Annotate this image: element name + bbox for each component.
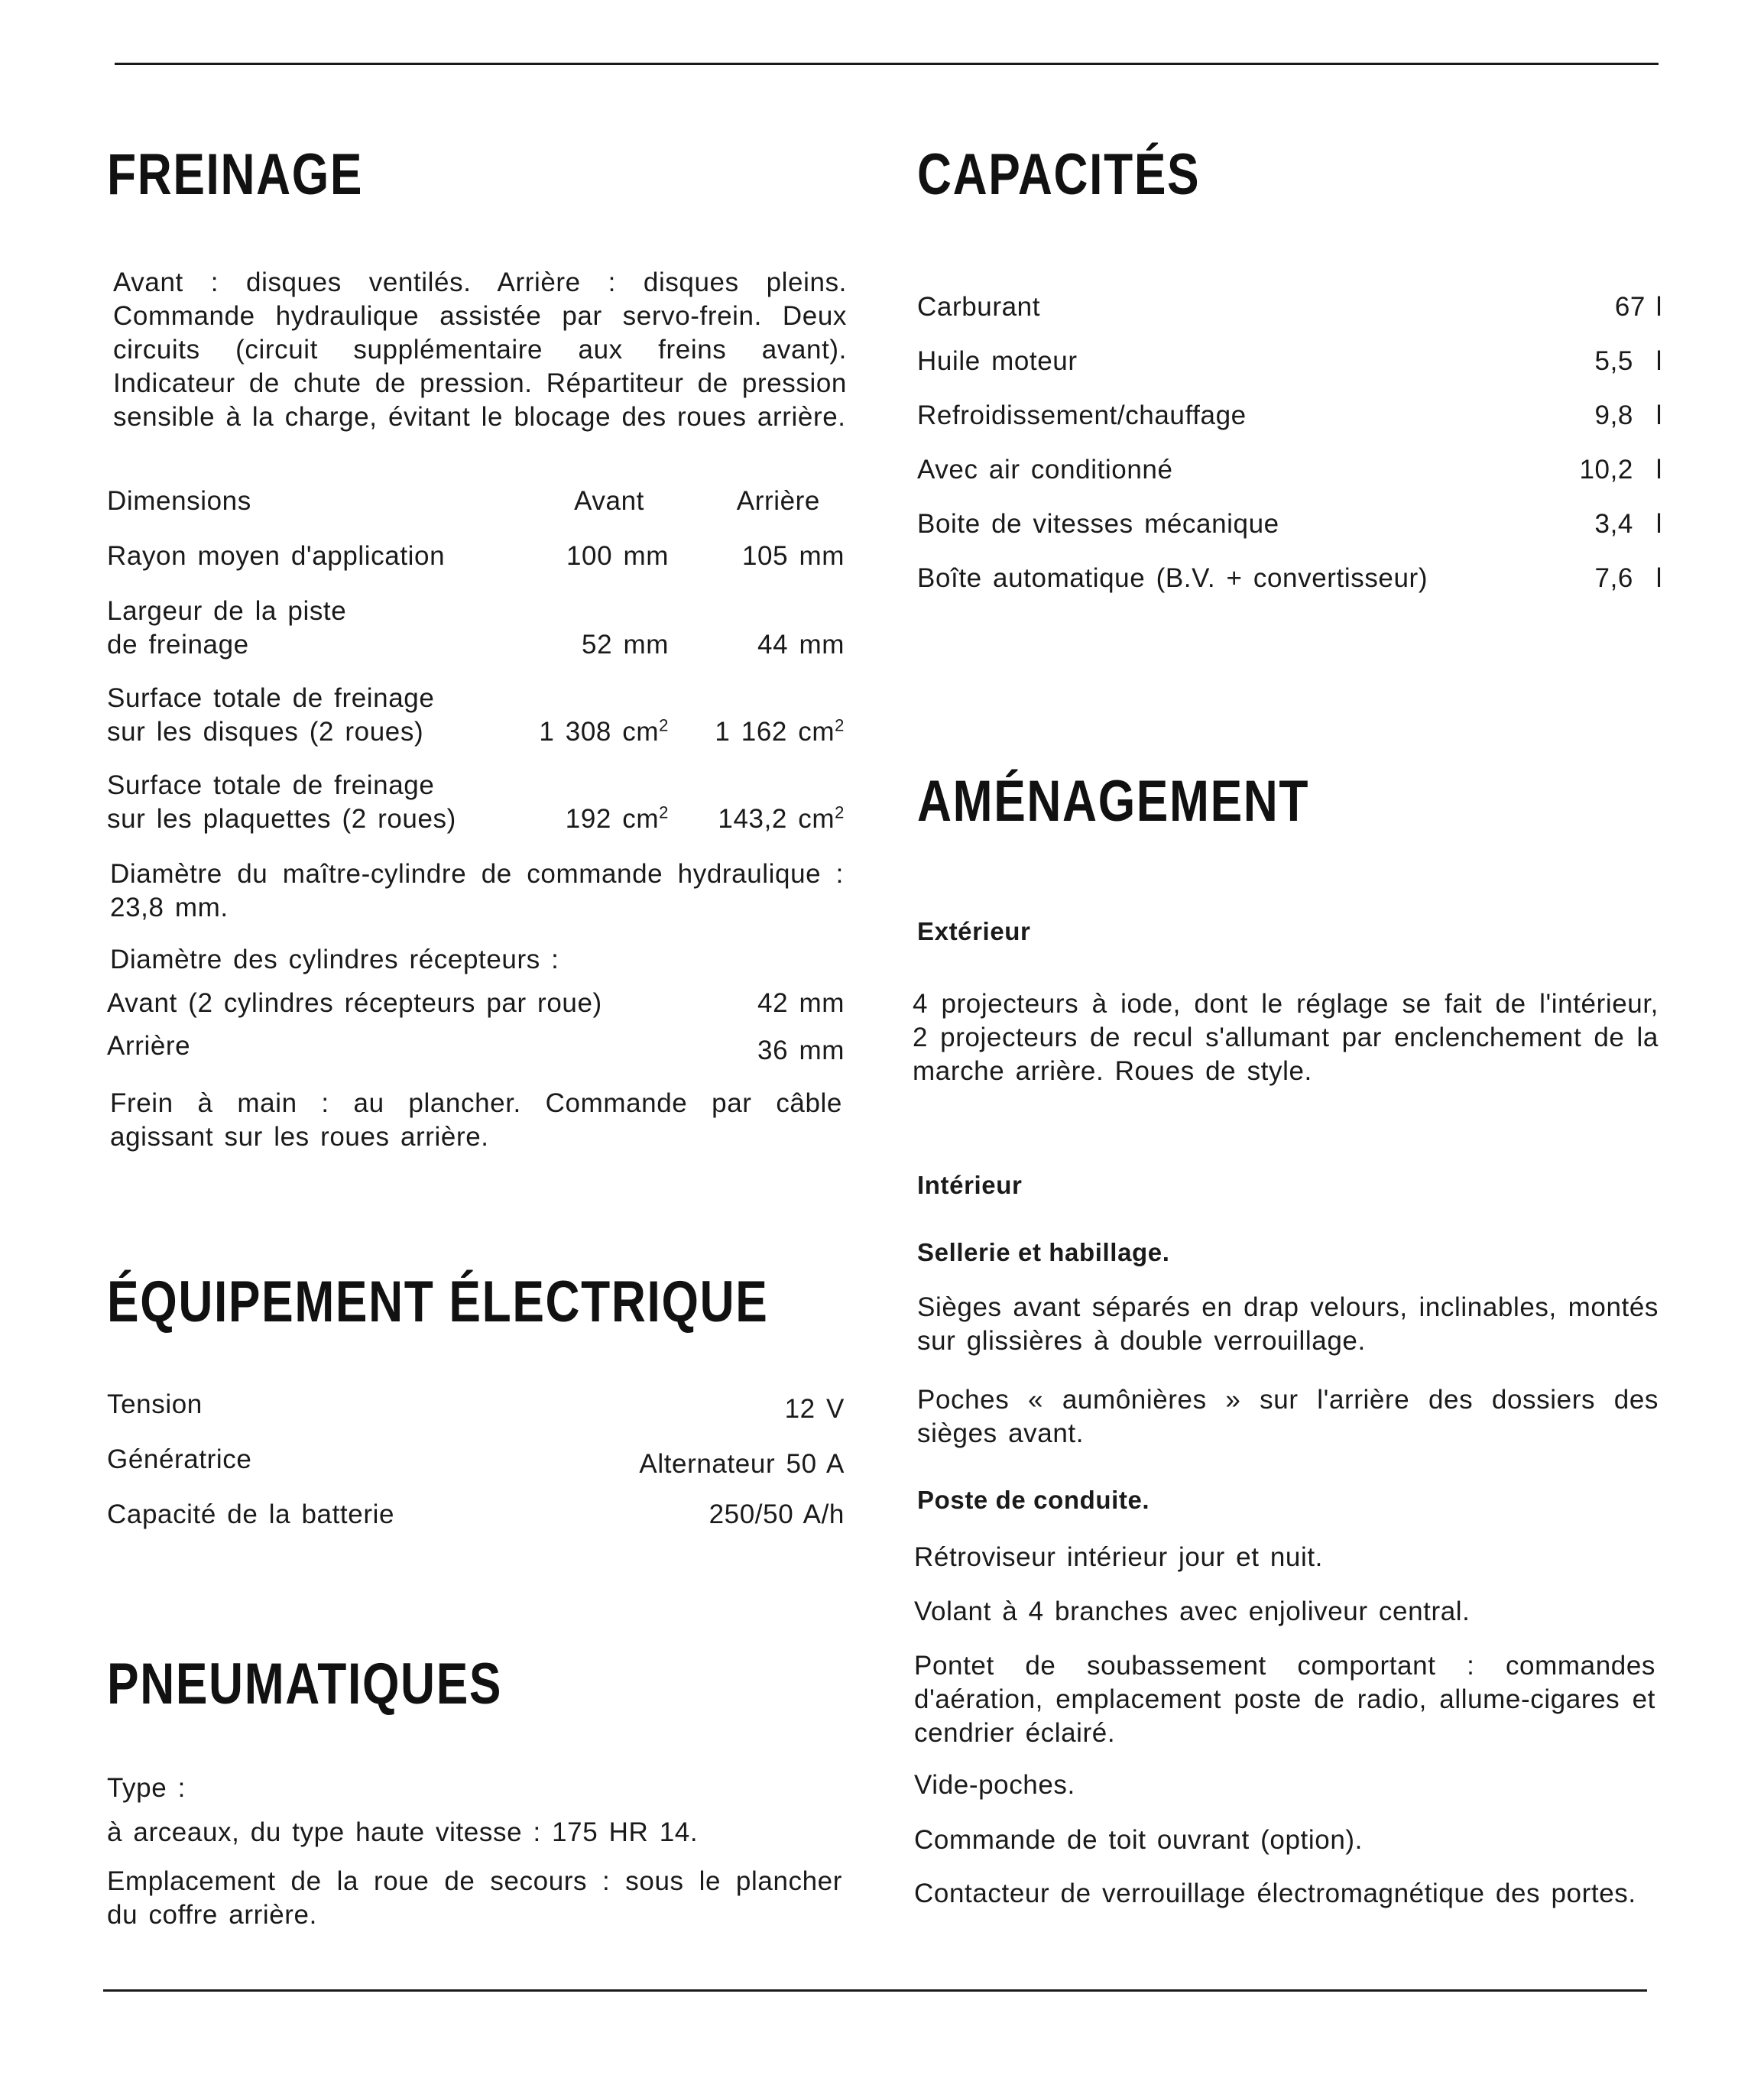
- capacite-unit: l: [1655, 346, 1662, 376]
- capacite-label: Refroidissement/chauffage: [917, 400, 1247, 430]
- dimension-label: [107, 682, 434, 749]
- capacite-value: 10,2: [1579, 455, 1633, 485]
- avant-value: [566, 802, 669, 836]
- arriere-value: 44 mm: [757, 630, 845, 660]
- avant-number: 192 cm: [565, 804, 660, 834]
- cylindres-title: Diamètre des cylindres récepteurs :: [110, 945, 559, 974]
- freinage-title: FREINAGE: [107, 142, 364, 207]
- arriere-number: 1 162 cm: [715, 717, 835, 747]
- capacite-value: 9,8: [1594, 400, 1633, 430]
- bottom-rule: [103, 1989, 1647, 1992]
- pneumatiques-title: PNEUMATIQUES: [107, 1652, 503, 1717]
- poste-item: Contacteur de verrouillage électromagnétique des portes.: [914, 1879, 1636, 1908]
- maitre-cylindre-text: Diamètre du maître-cylindre de commande hydraulique : 23,8 mm.: [110, 859, 844, 922]
- frein-main-text: Frein à main : au plancher. Commande par câble agissant sur les roues arrière.: [110, 1088, 842, 1152]
- equipement-value: 12 V: [784, 1394, 845, 1424]
- poste-item: Volant à 4 branches avec enjoliveur central.: [914, 1597, 1471, 1626]
- capacite-unit: l: [1655, 509, 1662, 539]
- dimension-label-line1: Surface totale de freinage: [107, 683, 435, 713]
- cylindre-value: 42 mm: [757, 988, 845, 1018]
- col-avant-header: Avant: [574, 486, 644, 516]
- dimension-label: [107, 769, 456, 836]
- arriere-number: 143,2 cm: [718, 804, 835, 834]
- top-rule: [115, 63, 1659, 65]
- col-arriere-header: Arrière: [736, 486, 820, 516]
- roue-secours-text: Emplacement de la roue de secours : sous le plancher du coffre arrière.: [107, 1866, 842, 1930]
- capacite-unit: l: [1655, 292, 1662, 322]
- avant-value: 100 mm: [566, 541, 669, 571]
- superscript: 2: [659, 802, 669, 822]
- dimension-label-line2: sur les disques (2 roues): [107, 717, 424, 747]
- capacite-value: 3,4: [1594, 509, 1633, 539]
- capacite-label: Huile moteur: [917, 346, 1078, 376]
- dimension-label-line2: de freinage: [107, 630, 249, 660]
- capacite-unit: l: [1655, 400, 1662, 430]
- interieur-title: Intérieur: [917, 1171, 1023, 1199]
- equipement-title: ÉQUIPEMENT ÉLECTRIQUE: [107, 1269, 769, 1334]
- capacite-label: Boîte automatique (B.V. + convertisseur): [917, 563, 1428, 593]
- dimension-label-line1: Surface totale de freinage: [107, 770, 435, 800]
- arriere-value: [718, 802, 845, 836]
- equipement-value: 250/50 A/h: [709, 1499, 845, 1529]
- capacite-value: 5,5: [1594, 346, 1633, 376]
- cylindre-label: Avant (2 cylindres récepteurs par roue): [107, 988, 602, 1018]
- equipement-label: Génératrice: [107, 1444, 252, 1474]
- sellerie-text-1: Sièges avant séparés en drap velours, inclinables, montés sur glissières à double verrouillage.: [917, 1292, 1659, 1356]
- cylindre-value: 36 mm: [757, 1036, 845, 1065]
- superscript: 2: [835, 802, 845, 822]
- pneumatiques-type-value: à arceaux, du type haute vitesse : 175 HR 14.: [107, 1817, 699, 1847]
- dimension-label-line1: Largeur de la piste: [107, 596, 347, 626]
- dimension-label: Rayon moyen d'application: [107, 541, 446, 571]
- capacite-label: Avec air conditionné: [917, 455, 1173, 485]
- poste-item: Pontet de soubassement comportant : commandes d'aération, emplacement poste de radio, allume-cigares et cendrier éclairé.: [914, 1651, 1655, 1748]
- arriere-value: [715, 715, 845, 749]
- cylindre-label: Arrière: [107, 1031, 191, 1061]
- sellerie-title: Sellerie et habillage.: [917, 1238, 1170, 1266]
- avant-value: [539, 715, 669, 749]
- poste-item: Vide-poches.: [914, 1770, 1075, 1800]
- capacite-unit: l: [1655, 563, 1662, 593]
- poste-conduite-title: Poste de conduite.: [917, 1486, 1150, 1514]
- capacite-value: 67: [1614, 292, 1646, 322]
- capacite-label: Boite de vitesses mécanique: [917, 509, 1279, 539]
- equipement-label: Capacité de la batterie: [107, 1499, 395, 1529]
- capacite-value: 7,6: [1594, 563, 1633, 593]
- pneumatiques-type-label: Type :: [107, 1773, 186, 1803]
- exterieur-title: Extérieur: [917, 917, 1031, 945]
- equipement-label: Tension: [107, 1389, 203, 1419]
- poste-item: Commande de toit ouvrant (option).: [914, 1825, 1363, 1855]
- amenagement-title: AMÉNAGEMENT: [917, 769, 1310, 834]
- freinage-intro: Avant : disques ventilés. Arrière : disques pleins. Commande hydraulique assistée par servo-frein. Deux circuits (circuit supplémentaire aux freins avant). Indicateur de chute de pression. Répartiteur de pression sensible à la charge, évitant le blocage des roues arrière.: [113, 267, 847, 432]
- dimension-label: [107, 595, 346, 662]
- poste-item: Rétroviseur intérieur jour et nuit.: [914, 1542, 1323, 1572]
- sellerie-text-2: Poches « aumônières » sur l'arrière des dossiers des sièges avant.: [917, 1385, 1659, 1448]
- capacite-label: Carburant: [917, 292, 1041, 322]
- dimensions-label: Dimensions: [107, 486, 251, 516]
- capacites-title: CAPACITÉS: [917, 142, 1201, 207]
- arriere-value: 105 mm: [741, 541, 845, 571]
- exterieur-text: 4 projecteurs à iode, dont le réglage se fait de l'intérieur, 2 projecteurs de recul s'allumant par enclenchement de la marche arrière. Roues de style.: [913, 989, 1659, 1086]
- avant-value: 52 mm: [582, 630, 669, 660]
- superscript: 2: [835, 715, 845, 735]
- equipement-value: Alternateur 50 A: [639, 1449, 845, 1479]
- avant-number: 1 308 cm: [539, 717, 660, 747]
- superscript: 2: [659, 715, 669, 735]
- capacite-unit: l: [1655, 455, 1662, 485]
- dimension-label-line2: sur les plaquettes (2 roues): [107, 804, 456, 834]
